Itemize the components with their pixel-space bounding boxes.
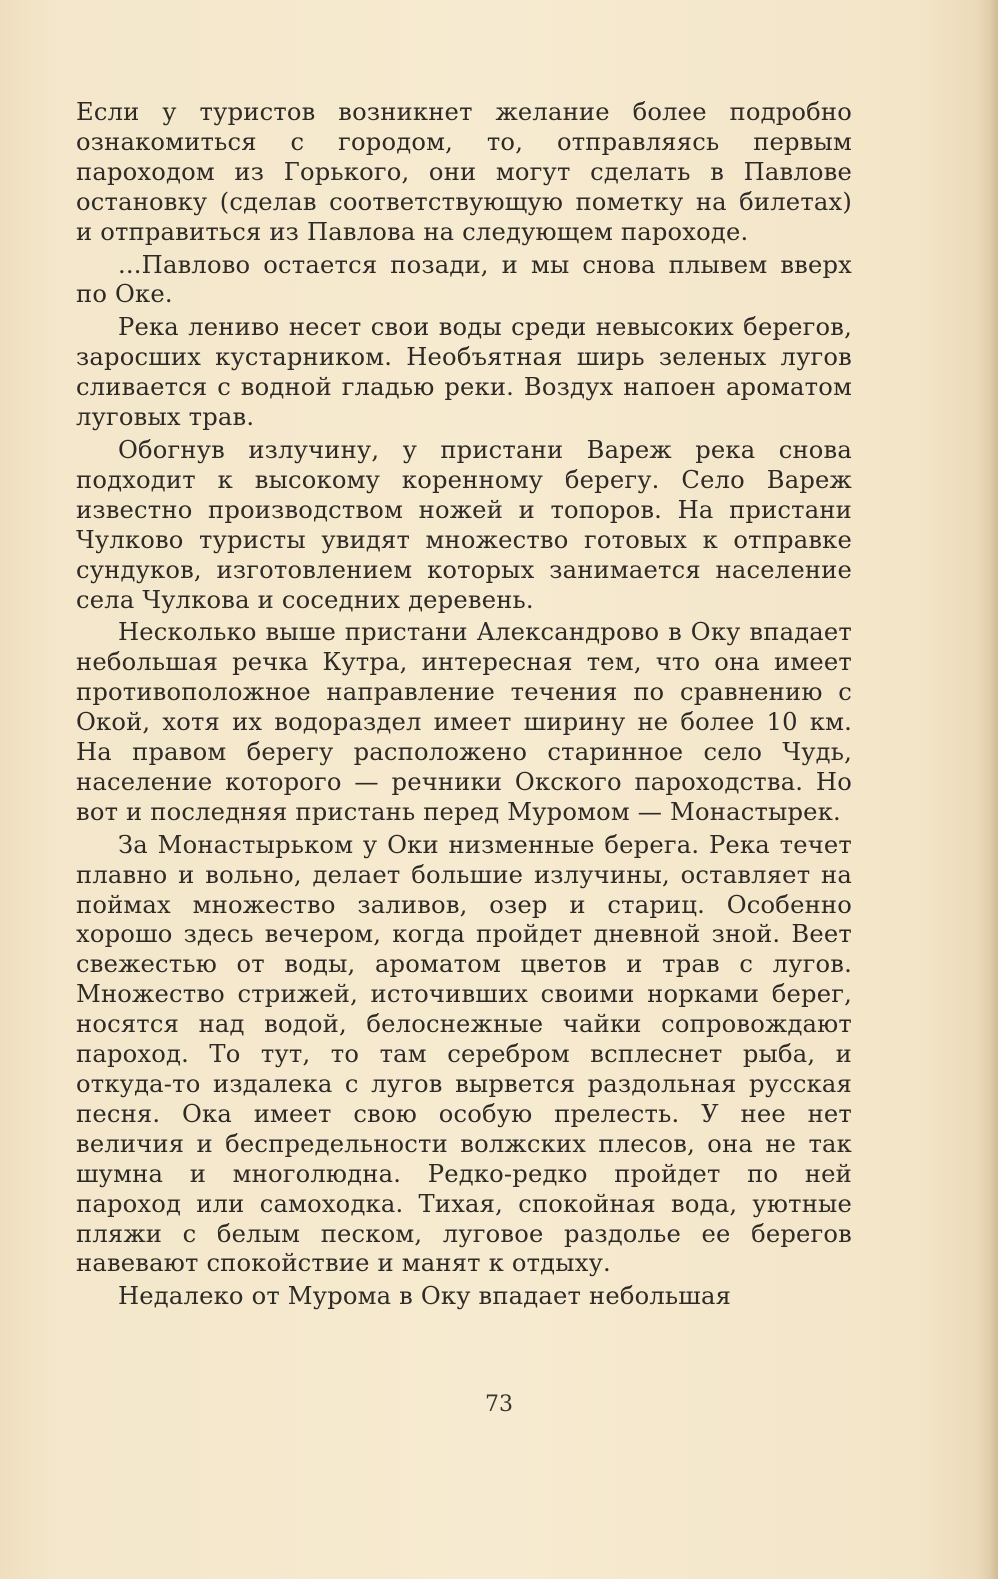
paragraph-6: За Монастырьком у Оки низменные берега. Река течет плавно и вольно, делает большие излучины, оставляет на поймах множество заливов, озер и стариц. Особенно хорошо здесь вечером, когда пройдет дневной зной. Веет свежестью от воды, ароматом цветов и трав с лугов. Множество стрижей, источивших своими норками берег, носятся над водой, белоснежные чайки сопровождают пароход. То тут, то там серебром всплеснет рыба, и откуда-то издалека с лугов вырвется раздольная русская песня. Ока имеет свою особую прелесть. У нее нет величия и беспредельности волжских плесов, она не так шумна и многолюдна. Редко-редко пройдет по ней пароход или самоходка. Тихая, спокойная вода, уютные пляжи с белым песком, луговое раздолье ее берегов навевают спокойствие и манят к отдыху. [76, 830, 852, 1278]
paragraph-7: Недалеко от Мурома в Оку впадает небольшая [118, 1282, 732, 1311]
page-edge-shadow [976, 0, 998, 1579]
paragraph-3: Река лениво несет свои воды среди невысоких берегов, заросших кустарником. Необъятная ширь зеленых лугов сливается с водной гладью реки. Воздух напоен ароматом луговых трав. [76, 313, 852, 432]
paragraph-4: Обогнув излучину, у пристани Вареж река снова подходит к высокому коренному берегу. Село Вареж известно производством ножей и топоров. На пристани Чулково туристы увидят множество готовых к отправке сундуков, изготовлением которых занимается население села Чулкова и соседних деревень. [76, 435, 852, 614]
body-text [76, 98, 852, 1315]
paragraph-5: Несколько выше пристани Александрово в Оку впадает небольшая речка Кутра, интересная тем, что она имеет противоположное направление течения по сравнению с Окой, хотя их водораздел имеет ширину не более 10 км. На правом берегу расположено старинное село Чудь, население которого — речники Окского пароходства. Но вот и последняя пристань перед Муромом — Монастырек. [76, 618, 852, 826]
paragraph-1: Если у туристов возникнет желание более подробно ознакомиться с городом, то, отправляясь первым пароходом из Горького, они могут сделать в Павлове остановку (сделав соответствующую пометку на билетах) и отправиться из Павлова на следующем пароходе. [76, 98, 852, 246]
paragraph-2: ...Павлово остается позади, и мы снова плывем вверх по Оке. [76, 250, 852, 309]
page-number: 73 [485, 1392, 513, 1417]
